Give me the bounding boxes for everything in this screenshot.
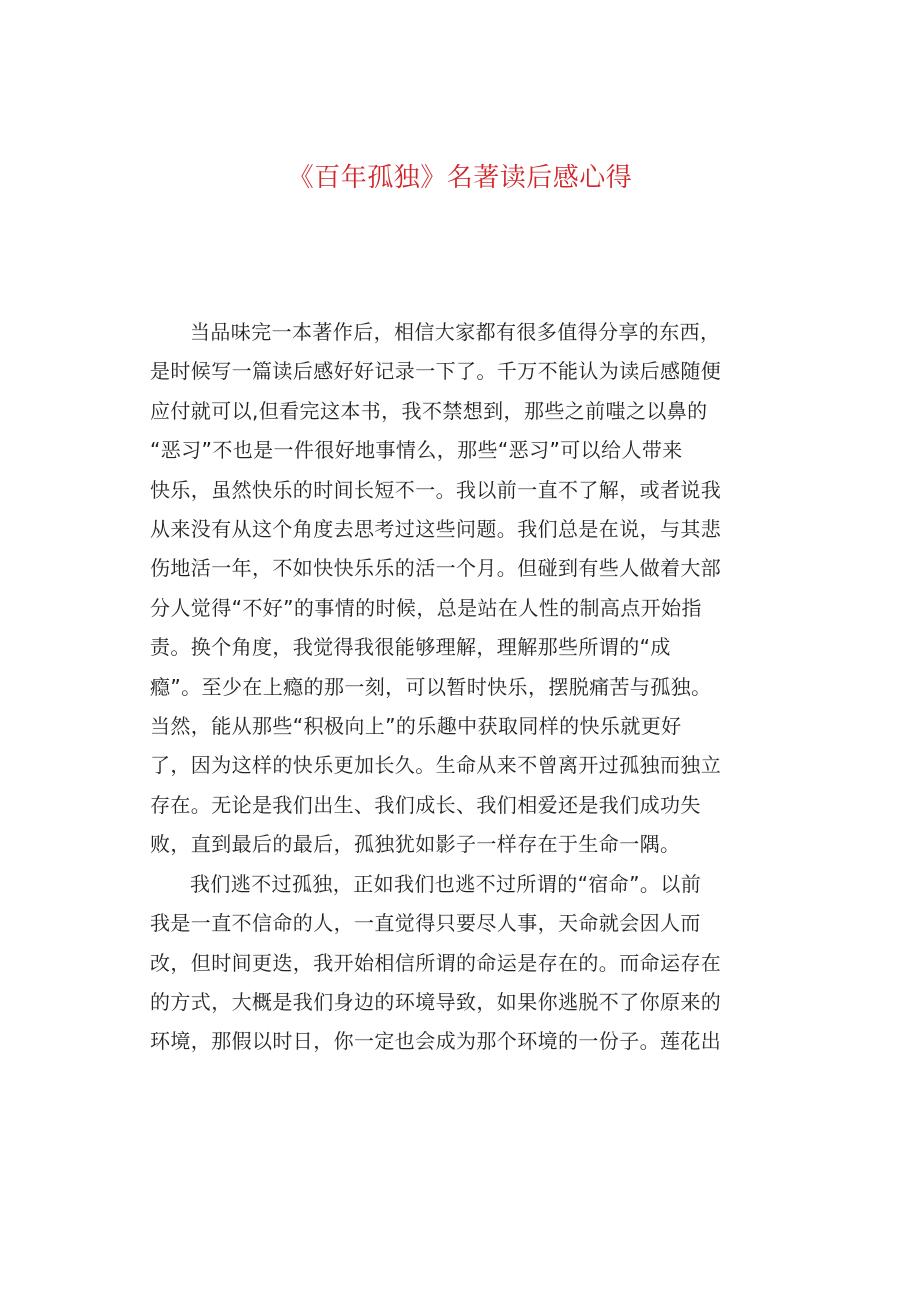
text-line: 责。换个角度，我觉得我很能够理解，理解那些所谓的“成: [150, 635, 671, 660]
text-line: “恶习”不也是一件很好地事情么，那些“恶习”可以给人带来: [150, 438, 683, 463]
text-line: 环境，那假以时日，你一定也会成为那个环境的一份子。莲花出: [150, 1029, 722, 1054]
paragraph-1: [150, 313, 762, 865]
text-line: 改，但时间更迭，我开始相信所谓的命运是存在的。而命运存在: [150, 950, 722, 975]
text-line: 当品味完一本著作后，相信大家都有很多值得分享的东西，: [190, 320, 721, 344]
text-line: 快乐，虽然快乐的时间长短不一。我以前一直不了解，或者说我: [150, 477, 722, 502]
paragraph-2: [150, 865, 762, 1062]
text-line: 伤地活一年，不如快快乐乐的活一个月。但碰到有些人做着大部: [150, 556, 722, 581]
text-line: 我是一直不信命的人，一直觉得只要尽人事，天命就会因人而: [150, 911, 701, 936]
text-line: 应付就可以,但看完这本书，我不禁想到，那些之前嗤之以鼻的: [150, 398, 708, 423]
text-line: 瘾”。至少在上瘾的那一刻，可以暂时快乐，摆脱痛苦与孤独。: [150, 674, 712, 699]
text-line: 从来没有从这个角度去思考过这些问题。我们总是在说，与其悲: [150, 517, 722, 542]
text-line: 分人觉得“不好”的事情的时候，总是站在人性的制高点开始指: [150, 595, 702, 620]
document-body: [150, 313, 762, 1062]
text-line: 败，直到最后的最后，孤独犹如影子一样存在于生命一隅。: [150, 832, 681, 857]
document-title: 《百年孤独》名著读后感心得: [287, 163, 633, 193]
text-line: 了，因为这样的快乐更加长久。生命从来不曾离开过孤独而独立: [150, 753, 722, 778]
text-line: 存在。无论是我们出生、我们成长、我们相爱还是我们成功失: [150, 792, 701, 817]
text-line: 是时候写一篇读后感好好记录一下了。千万不能认为读后感随便: [150, 359, 722, 384]
text-line: 的方式，大概是我们身边的环境导致，如果你逃脱不了你原来的: [150, 989, 722, 1014]
text-line: 我们逃不过孤独，正如我们也逃不过所谓的“宿命”。以前: [190, 871, 702, 896]
text-line: 当然，能从那些“积极向上”的乐趣中获取同样的快乐就更好: [150, 714, 682, 739]
